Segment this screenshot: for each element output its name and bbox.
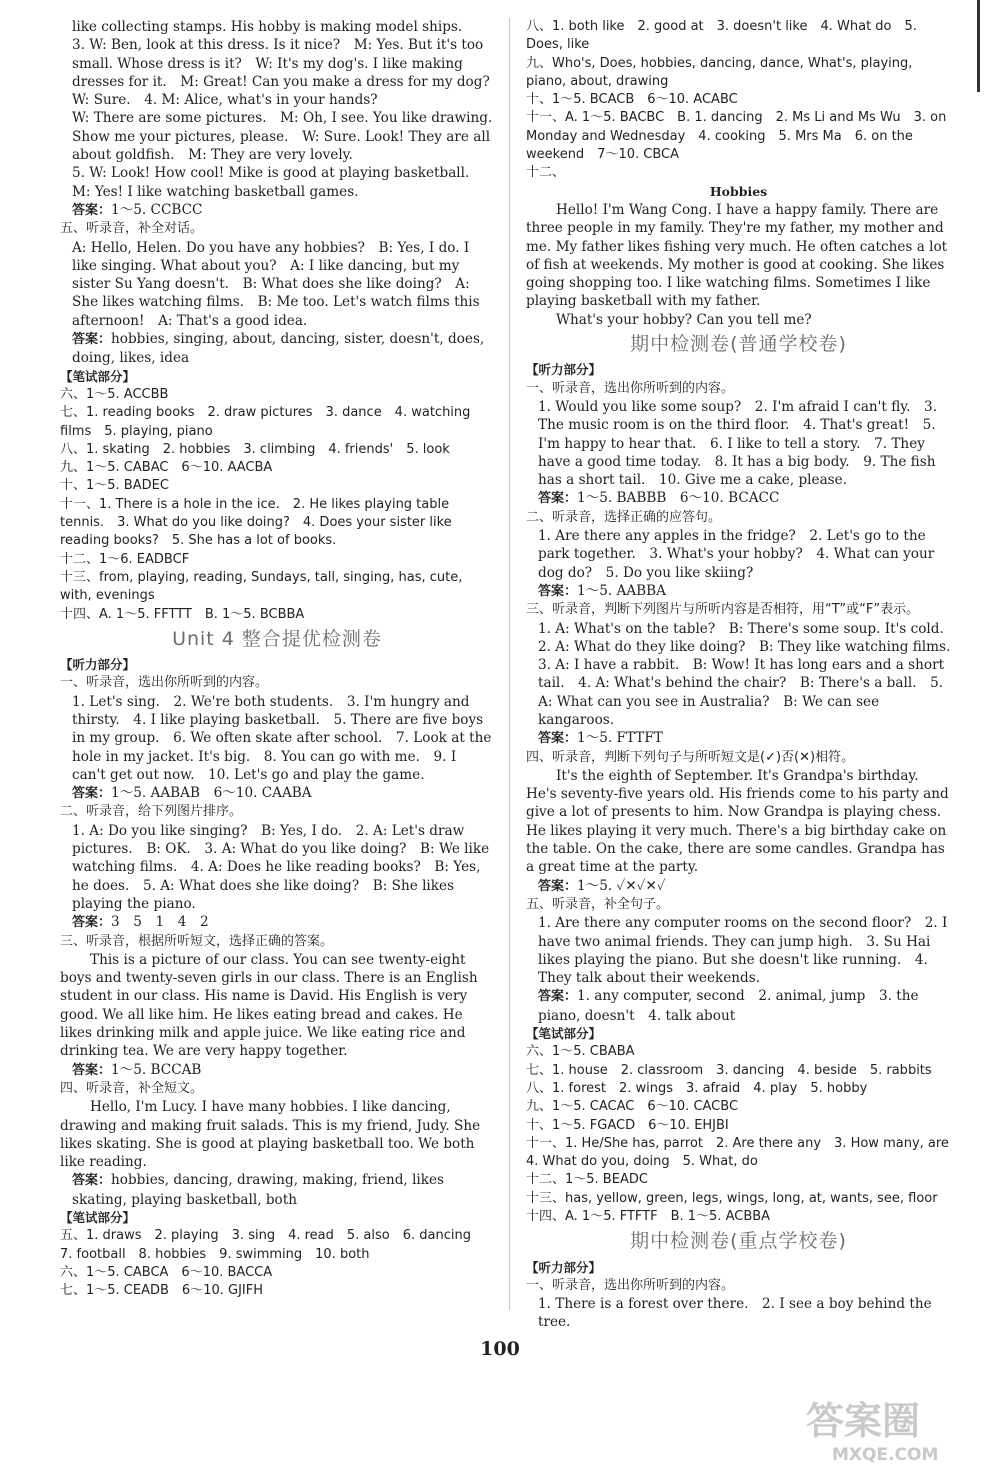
answer-text: hobbies, singing, about, dancing, sister, doesn't, does, doing, likes, idea	[72, 331, 485, 367]
part-heading: 【笔试部分】	[60, 368, 136, 384]
question-line: 六、1～5. ACCBB	[60, 386, 169, 402]
answer-label: 答案：	[538, 989, 578, 1005]
question-line: 一、听录音，选出你所听到的内容。	[526, 1277, 735, 1293]
transcript-paragraph: Hello, I'm Lucy. I have many hobbies. I like dancing, drawing and making fruit salads. This is my friend, Judy. She likes skating. She is good at playing basketball too. We both like reading.	[60, 1099, 481, 1171]
question-line: 十一、A. 1～5. BACBC B. 1. dancing 2. Ms Li and Ms Wu 3. on Monday and Wednesday 4. cooking 5. Mrs Ma 6. on the weekend 7～10. CBCA	[526, 110, 947, 163]
transcript-paragraph: This is a picture of our class. You can see twenty-eight boys and twenty-seven girls in our class. There is an English student in our class. His name is David. His English is very good. We all like him. He likes eating bread and cakes. He likes drinking milk and apple juice. We like eating rice and drinking tea. We are very happy together.	[60, 951, 478, 1060]
question-line: 十、1～5. BCACB 6～10. ACABC	[526, 92, 738, 108]
question-line: 十二、	[526, 165, 566, 181]
answer-text: 1～5. CCBCC	[111, 201, 203, 218]
answer-line	[526, 987, 951, 1025]
answer-text: 1～5. FTTFT	[577, 730, 663, 747]
section-title: Unit 4 整合提优检测卷	[172, 627, 382, 650]
transcript-paragraph: What's your hobby? Can you tell me?	[556, 311, 812, 328]
watermark-main-text: 答案圈	[806, 1399, 921, 1443]
part-heading: 【听力部分】	[526, 1259, 602, 1275]
question-line: 一、听录音，选出你所听到的内容。	[60, 675, 269, 691]
watermark-sub-text: MXQE.COM	[832, 1445, 939, 1465]
question-line: 十一、1. He/She has, parrot 2. Are there any 3. How many, are 4. What do you, doing 5. What, do	[526, 1135, 962, 1170]
answer-text: 1～5. BCCAB	[111, 1061, 202, 1078]
question-line: 十一、1. There is a hole in the ice. 2. He likes playing table tennis. 3. What do you like doing? 4. Does your sister like reading books? 5. She has a lot of books.	[60, 496, 452, 549]
question-line: 十四、A. 1～5. FTFTF B. 1～5. ACBBA	[526, 1209, 771, 1224]
transcript-paragraph: A: Hello, Helen. Do you have any hobbies? B: Yes, I do. I like singing. What about you? A: I like dancing, but my sister Su Yang doesn't. B: What does she like doing? A: She likes watching films. B: Me too. Let's watch films this afternoon! A: That's a good idea.	[72, 239, 480, 329]
transcript-paragraph: M: Yes! I like watching basketball games.	[72, 183, 359, 200]
answer-line	[60, 913, 494, 932]
answer-label: 答案：	[538, 878, 578, 894]
question-line: 五、1. draws 2. playing 3. sing 4. read 5. also 6. dancing 7. football 8. hobbies 9. swimming 10. both	[60, 1228, 484, 1262]
question-line: 七、1. house 2. classroom 3. dancing 4. beside 5. rabbits	[526, 1062, 932, 1078]
question-line: 二、听录音，给下列图片排序。	[60, 804, 243, 820]
question-line: 十二、1～6. EADBCF	[60, 551, 190, 567]
transcript-paragraph: W: There are some pictures. M: Oh, I see. You like drawing. Show me your pictures, please. W: Sure. Look! They are all about goldfish. M: They are very lovely.	[72, 110, 493, 164]
answer-label: 答案：	[538, 583, 578, 599]
question-line: 十四、A. 1～5. FFTTT B. 1～5. BCBBA	[60, 606, 305, 622]
right-column	[526, 18, 964, 1332]
transcript-paragraph: 1. Would you like some soup? 2. I'm afraid I can't fly. 3. The music room is on the third floor. 4. That's great! 5. I'm happy to hear that. 6. I like to tell a story. 7. They have a good time today. 8. It has a big body. 9. The fish has a short tail. 10. Give me a cake, please.	[538, 398, 938, 489]
answer-text: 1～5. ✓✕✓✕✓	[577, 877, 666, 894]
answer-text: hobbies, dancing, drawing, making, friend, likes skating, playing basketball, both	[72, 1172, 445, 1208]
question-line: 二、听录音，选择正确的应答句。	[526, 509, 722, 525]
answer-line	[60, 1061, 494, 1080]
question-line: 六、1～5. CBABA	[526, 1044, 635, 1060]
question-line: 八、1. skating 2. hobbies 3. climbing 4. friends' 5. look	[60, 441, 450, 457]
transcript-paragraph: 1. A: Do you like singing? B: Yes, I do. 2. A: Let's draw pictures. B: OK. 3. A: What do you like doing? B: We like watching films. 4. A: Does he like reading books? B: Yes, he does. 5. A: What does she like doing? B: She likes playing the piano.	[72, 822, 490, 912]
transcript-paragraph: 1. Are there any computer rooms on the second floor? 2. I have two animal friends. They can jump high. 3. Su Hai likes playing the piano. But she doesn't like running. 4. They talk about their weekends.	[538, 915, 948, 987]
answer-label: 答案：	[72, 1173, 112, 1189]
question-line: 三、听录音，判断下列图片与所听内容是否相符，用“T”或“F”表示。	[526, 602, 920, 618]
answer-label: 答案：	[72, 202, 112, 218]
question-line: 六、1～5. CABCA 6～10. BACCA	[60, 1264, 273, 1280]
transcript-paragraph: 1. There is a forest over there. 2. I see a boy behind the tree.	[538, 1296, 932, 1331]
answer-text: 3 5 1 4 2	[111, 914, 209, 931]
answer-text: 1～5. AABBA	[577, 582, 666, 599]
part-heading: 【听力部分】	[526, 362, 602, 378]
answer-label: 答案：	[72, 1062, 112, 1078]
transcript-paragraph: Hello! I'm Wang Cong. I have a happy family. There are three people in my family. They're my father, my mother and me. My father likes fishing very much. He often catches a lot of fish at weekends. My mother is good at cooking. She likes going shopping too. I like watching films. Sometimes I like playing basketball with my father.	[526, 201, 948, 310]
transcript-paragraph: 1. Let's sing. 2. We're both students. 3. I'm hungry and thirsty. 4. I like playing basketball. 5. There are five boys in my group. 6. We often skate after school. 7. Look at the hole in my jacket. It's big. 8. You can go with me. 9. I can't get out now. 10. Let's go and play the game.	[72, 693, 492, 783]
part-heading: 【笔试部分】	[60, 1210, 136, 1225]
question-line: 十二、1～5. BEADC	[526, 1172, 648, 1188]
question-line: 九、1～5. CACAC 6～10. CACBC	[526, 1099, 739, 1115]
question-line: 八、1. forest 2. wings 3. afraid 4. play 5. hobby	[526, 1080, 868, 1096]
answer-text: 1～5. BABBB 6～10. BCACC	[577, 490, 780, 507]
answer-text: 1～5. AABAB 6～10. CAABA	[111, 785, 312, 802]
answer-line	[526, 489, 951, 508]
question-line: 十、1～5. BADEC	[60, 478, 169, 494]
question-line: 一、听录音，选出你所听到的内容。	[526, 380, 735, 396]
question-line: 三、听录音，根据所听短文，选择正确的答案。	[60, 933, 334, 949]
answer-line	[526, 582, 951, 601]
question-line: 七、1. reading books 2. draw pictures 3. dance 4. watching films 5. playing, piano	[60, 405, 471, 439]
question-line: 十、1～5. FGACD 6～10. EHJBI	[526, 1117, 729, 1133]
transcript-paragraph: 5. W: Look! How cool! Mike is good at playing basketball.	[72, 165, 470, 182]
column-divider	[509, 18, 510, 1310]
question-line: 九、Who's, Does, hobbies, dancing, dance, What's, playing, piano, about, drawing	[526, 55, 913, 89]
transcript-paragraph: like collecting stamps. His hobby is making model ships.	[72, 19, 463, 35]
essay-title: Hobbies	[709, 183, 768, 199]
left-column	[60, 18, 504, 1300]
answer-label: 答案：	[538, 731, 578, 747]
question-line: 七、1～5. CEADB 6～10. GJIFH	[60, 1283, 263, 1299]
answer-line	[60, 201, 494, 220]
section-title: 期中检测卷(重点学校卷)	[630, 1230, 847, 1253]
question-line: 十三、has, yellow, green, legs, wings, long, at, wants, see, floor	[526, 1190, 938, 1206]
question-line: 十三、from, playing, reading, Sundays, tall, singing, has, cute, with, evenings	[60, 569, 463, 604]
answer-label: 答案：	[72, 915, 112, 931]
transcript-paragraph: It's the eighth of September. It's Grandpa's birthday. He's seventy-five years old. His friends come to his party and give a lot of presents to him. Now Grandpa is playing chess. He likes playing it very much. There's a big birthday cake on the table. On the cake, there are some candles. Grandpa has a great time at the party.	[526, 767, 949, 876]
answer-label: 答案：	[72, 332, 112, 348]
page-number: 100	[480, 1338, 520, 1360]
question-line: 五、听录音，补全句子。	[526, 896, 670, 912]
page-edge-mark	[977, 0, 980, 92]
answer-line	[60, 330, 494, 368]
question-line: 四、听录音，补全短文。	[60, 1080, 204, 1096]
question-line: 八、1. both like 2. good at 3. doesn't like 4. What do 5. Does, like	[526, 19, 917, 53]
answer-label: 答案：	[538, 491, 578, 507]
part-heading: 【笔试部分】	[526, 1026, 602, 1042]
question-line: 四、听录音，判断下列句子与所听短文是(✓)否(✕)相符。	[526, 749, 855, 765]
question-line: 五、听录音，补全对话。	[60, 221, 204, 237]
transcript-paragraph: 1. A: What's on the table? B: There's some soup. It's cold. 2. A: What do they like doing? B: They like watching films. 3. A: I have a rabbit. B: Wow! It has long ears and a short tail. 4. A: What's behind the chair? B: There's a ball. 5. A: What can you see in Australia? B: We can see kangaroos.	[538, 620, 964, 728]
answer-line	[526, 877, 951, 896]
answer-line	[526, 729, 951, 748]
watermark-logo	[800, 1392, 970, 1466]
part-heading: 【听力部分】	[60, 657, 136, 673]
question-line: 九、1～5. CABAC 6～10. AACBA	[60, 460, 273, 476]
transcript-paragraph: 1. Are there any apples in the fridge? 2. Let's go to the park together. 3. What's your hobby? 4. What can your dog do? 5. Do you like skiing?	[538, 528, 935, 581]
answer-line	[60, 784, 494, 803]
answer-line	[60, 1171, 494, 1209]
answer-label: 答案：	[72, 786, 112, 802]
section-title: 期中检测卷(普通学校卷)	[630, 333, 847, 356]
answer-text: 1. any computer, second 2. animal, jump 3. the piano, doesn't 4. talk about	[538, 988, 919, 1024]
transcript-paragraph: 3. W: Ben, look at this dress. Is it nice? M: Yes. But it's too small. Whose dress is it? W: It's my dog's. I like making dresses for it. M: Great! Can you make a dress for my dog? W: Sure. 4. M: Alice, what's in your hands?	[72, 37, 504, 109]
